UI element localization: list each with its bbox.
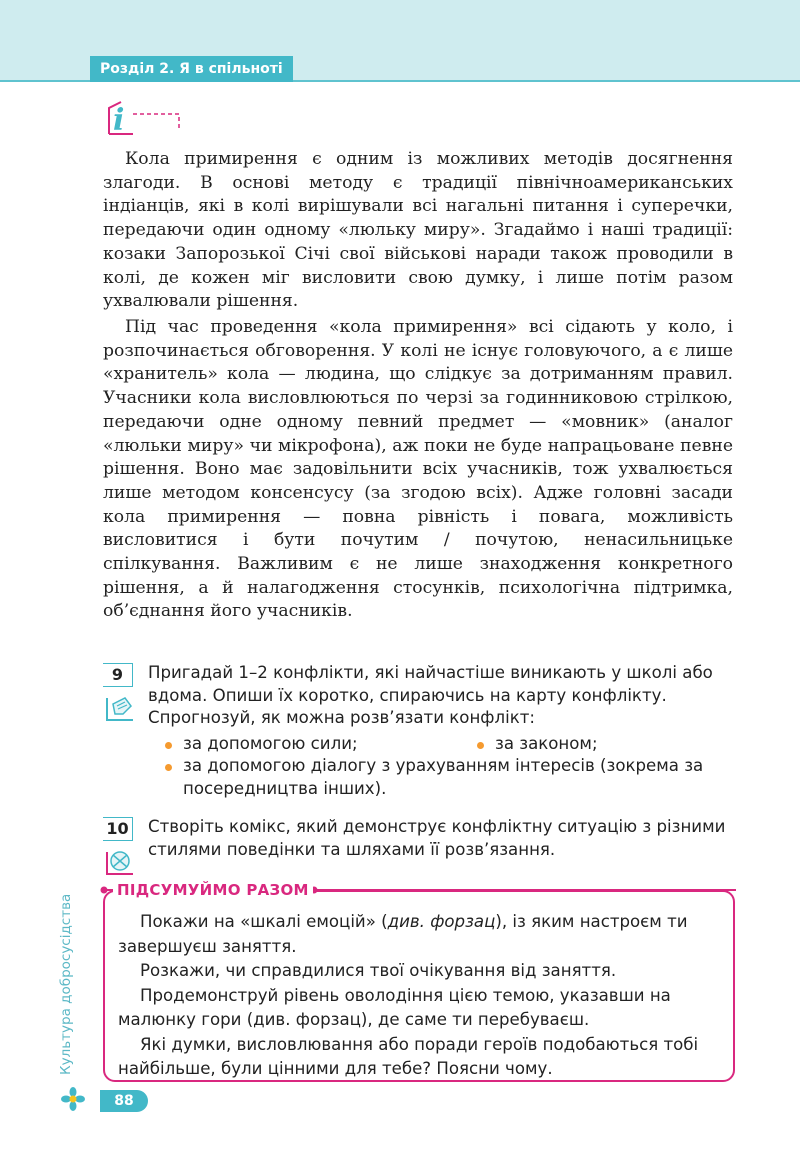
svg-text:i: i [113, 103, 125, 138]
summary-text [118, 910, 716, 1082]
page-number: 88 [100, 1090, 148, 1112]
task-number: 9 [103, 663, 133, 687]
flower-icon [60, 1086, 86, 1112]
task-text: Створіть комікс, який демонструє конфліктну ситуацію з різними стилями поведінки та шляхами її розв’язання. [148, 817, 726, 859]
task-number: 10 [103, 817, 133, 841]
summary-paragraph-1: Покажи на «шкалі емоцій» (див. форзац), із яким настроєм ти завершуєш заняття. [118, 912, 688, 956]
bullet-item: за допомогою сили; [165, 733, 477, 756]
paragraph-1-text: Кола примирення є одним із можливих методів досягнення злагоди. В основі методу є традиції північноамериканських індіанців, які в колі вирішували всі нагальні питання і суперечки, передаючи один одному «люльку миру». Згадаймо і наші традиції: козаки Запорозької Січі свої військові наради також проводили в колі, де кожен міг висловити свою думку, і лише потім разом ухвалювали рішення. [103, 149, 733, 312]
summary-title: ПІДСУМУЙМО РАЗОМ [113, 880, 313, 900]
bullet-list [165, 733, 735, 801]
section-label: Розділ 2. Я в спільноті [90, 56, 293, 82]
task-10 [103, 816, 735, 861]
task-9 [103, 662, 735, 801]
paragraph-2 [103, 316, 733, 624]
bullet-item: за законом; [477, 733, 598, 756]
info-icon [103, 100, 183, 140]
summary-paragraph-2: Розкажи, чи справдилися твої очікування від заняття. [140, 961, 617, 980]
summary-paragraph-4: Які думки, висловлювання або поради героїв подобаються тобі найбільше, були цінними для тебе? Поясни чому. [118, 1034, 699, 1078]
side-label: Культура добросусідства [58, 893, 74, 1075]
bullet-item: за допомогою діалогу з урахуванням інтересів (зокрема за посередництва інших). [165, 755, 735, 800]
summary-paragraph-3: Продемонструй рівень оволодіння цією темою, указавши на малюнку гори (див. форзац), де саме ти перебуваєш. [118, 985, 671, 1029]
group-hands-icon [103, 846, 137, 878]
task-text: Пригадай 1–2 конфлікти, які найчастіше виникають у школі або вдома. Опиши їх коротко, спираючись на карту конфлікту. Спрогнозуй, як можна розв’язати конфлікт: [148, 663, 713, 728]
paragraph-2-text: Під час проведення «кола примирення» всі сідають у коло, і розпочинається обговорення. У колі не існує головуючого, а є лише «хранитель» кола — людина, що слідкує за дотриманням правил. Учасники кола висловлюються по черзі за годинниковою стрілкою, передаючи одне одному певний предмет — «мовник» (аналог «люльки миру» чи мікрофона), аж поки не буде напрацьоване певне рішення. Воно має задовільнити всіх учасників, тож ухвалюється лише методом консенсусу (за згодою всіх). Адже головні засади кола примирення — повна рівність і повага, можливість висловитися і бути почутим / почутою, ненасильницьке спілкування. Важливим є не лише знаходження конкретного рішення, а й налагодження стосунків, психологічна підтримка, об’єднання його учасників. [103, 317, 733, 622]
hand-pointing-icon [103, 692, 137, 724]
paragraph-1 [103, 148, 733, 314]
